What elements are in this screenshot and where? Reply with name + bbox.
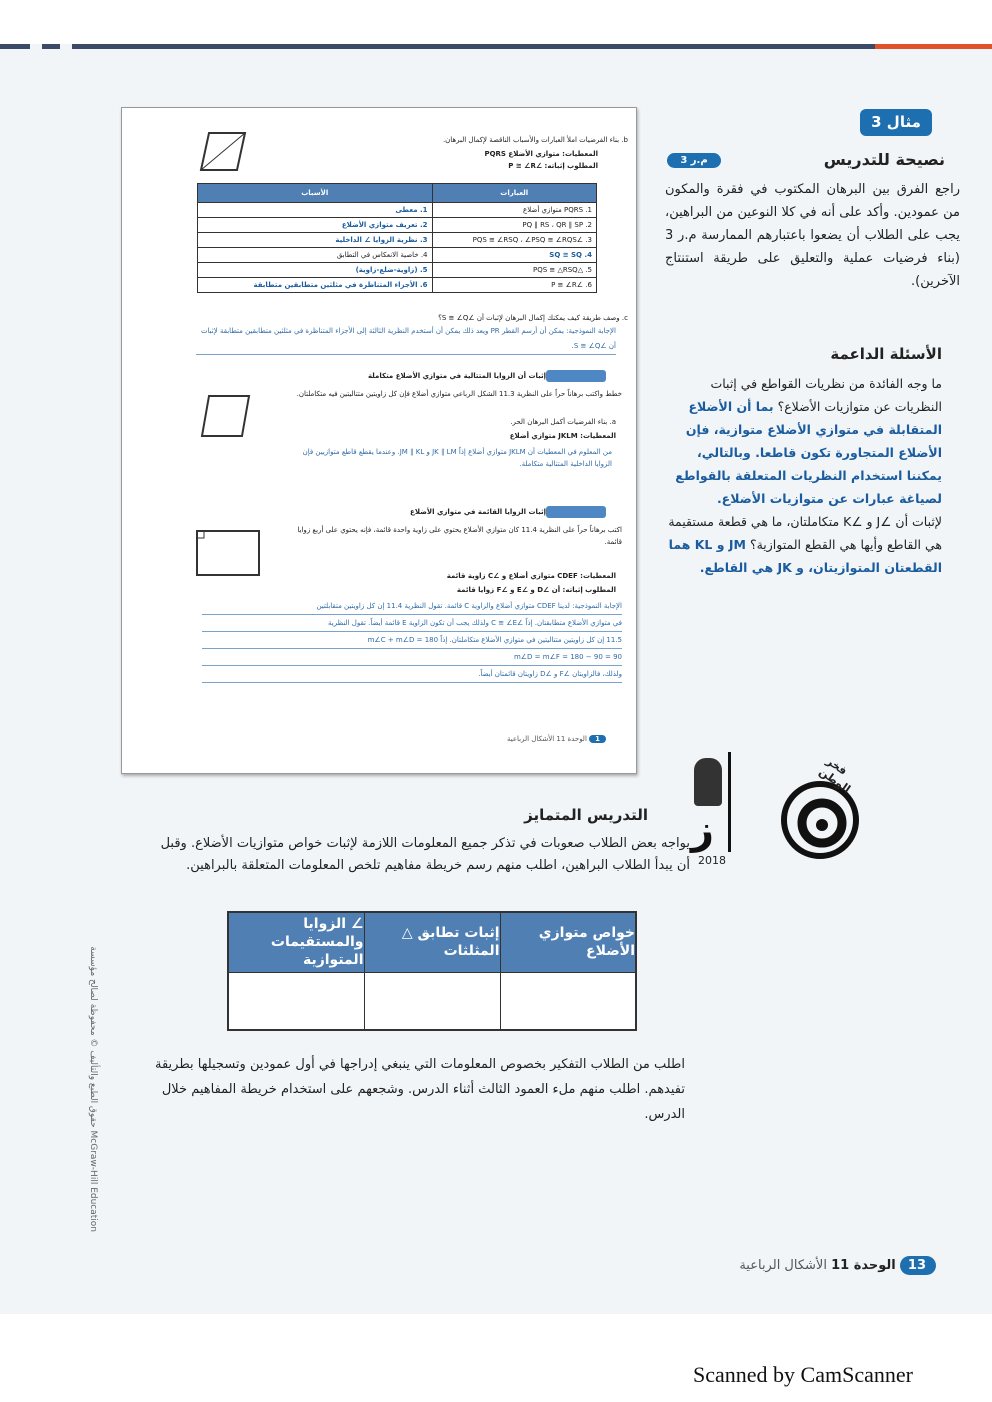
empty-cell[interactable] <box>500 972 636 1030</box>
statement: 5. △PQS ≅ △RSQ <box>432 263 596 278</box>
section-3-given: المعطيات: JKLM متوازي أضلاع <box>509 432 616 440</box>
answer-line: 11.5 إن كل زاويتين متتاليتين في متوازي الأضلاع متكاملتان. إذاً m∠C + m∠D = 180 <box>202 632 622 649</box>
inner-unit-label: الوحدة 11 الأشكال الرباعية <box>506 735 587 743</box>
zayed-year: 2018 <box>698 854 726 867</box>
differentiated-title: التدريس المتمايز <box>524 806 648 824</box>
section-3-title: إثبات أن الزوايا المتتالية في متوازي الأضلاع متكاملة <box>367 372 546 380</box>
practice-badge: م.ر 3 <box>667 153 721 168</box>
table-row <box>198 248 597 263</box>
fakhr-arabic: فخر الوطن <box>816 754 853 796</box>
section-4-title: إثبات الزوايا القائمة في متوازي الأضلاع <box>410 508 546 516</box>
part-b-instruction: b. بناء الفرضيات املأ العبارات والأسباب الناقصة لإكمال البرهان. <box>442 136 628 144</box>
statement: 3. ∠PQS ≅ ∠RSQ ، ∠PSQ ≅ ∠RQS <box>432 233 596 248</box>
reason: 2. تعريف متوازي الأضلاع <box>198 218 433 233</box>
reason: 3. نظرية الزوايا ∠ الداخلية <box>198 233 433 248</box>
section-4-given: المعطيات: CDEF متوازي أضلاع و ∠C زاوية قائمة <box>446 572 616 580</box>
scaffolding-questions <box>665 372 942 579</box>
inner-footer <box>456 733 606 745</box>
proof-table <box>197 183 597 293</box>
reason: 4. خاصية الانعكاس في التطابق <box>198 248 433 263</box>
embedded-student-page <box>121 107 637 774</box>
unit-label: الوحدة 11 <box>831 1258 896 1273</box>
scaffolding-title: الأسئلة الداعمة <box>830 345 942 363</box>
header-reasons: الأسباب <box>198 184 433 203</box>
statement: 2. PQ ∥ RS ، QR ∥ SP <box>432 218 596 233</box>
empty-cell[interactable] <box>228 972 364 1030</box>
answer-2: JM و KL هما القطعتان المتوازيتان، و JK هي القاطع. <box>668 537 942 575</box>
teaching-tip-title: نصيحة للتدريس <box>823 150 945 169</box>
reason: 6. الأجزاء المتناظرة في مثلثين متطابقين متطابقة <box>198 278 433 293</box>
prove: المطلوب إثباته: ∠P ≅ ∠R <box>508 162 598 170</box>
parallelogram-jklm-figure <box>197 388 257 443</box>
zayed-year-logo <box>686 752 756 867</box>
page-number: 13 <box>900 1256 936 1275</box>
statement: 4. SQ ≅ SQ <box>432 248 596 263</box>
statement: 1. PQRS متوازي أضلاع <box>432 203 596 218</box>
section-3-part-a: a. بناء الفرضيات أكمل البرهان الحر. <box>510 418 616 426</box>
scanner-watermark: Scanned by CamScanner <box>693 1362 913 1387</box>
inner-page-number: 1 <box>589 735 606 743</box>
section-4-prove: المطلوب إثباته: أن ∠D و ∠E و ∠F زوايا قائمة <box>456 586 616 594</box>
unit-title: الأشكال الرباعية <box>739 1258 827 1273</box>
section-4-badge <box>546 506 606 518</box>
top-rule-gap <box>60 44 72 49</box>
differentiated-body: يواجه بعض الطلاب صعوبات في تذكر جميع المعلومات اللازمة لإثبات خواص متوازيات الأضلاع. وقبل أن يبدأ الطلاب البراهين، اطلب منهم رسم خريطة مفاهيم تلخص المعلومات المتعلقة بالبراهين. <box>160 836 690 873</box>
given: المعطيات: متوازي الأضلاع PQRS <box>484 150 598 158</box>
parallelogram-pqrs-figure <box>197 128 257 178</box>
question-1: ما وجه الفائدة من نظريات القواطع في إثبات النظريات عن متوازيات الأضلاع؟ <box>710 376 942 414</box>
column-header: خواص متوازي الأضلاع <box>500 912 636 972</box>
header-statements: العبارات <box>432 184 596 203</box>
rectangle-cdef-figure <box>192 523 267 583</box>
top-rule-accent <box>875 44 992 49</box>
column-header: إثبات تطابق △ المثلثات <box>364 912 500 972</box>
section-4-text: اكتب برهاناً حراً على النظرية 11.4 كان متوازي الأضلاع يحتوي على زاوية واحدة قائمة، فإنه يحتوي على أربع زوايا قائمة. <box>297 526 622 546</box>
section-4-answer <box>202 598 622 683</box>
reason: 1. معطى <box>198 203 433 218</box>
answer-line: ولذلك، فالزاويتان ∠F و ∠D زاويتان قائمتان أيضاً. <box>202 666 622 683</box>
section-3-badge <box>546 370 606 382</box>
section-3-answer: من المعلوم في المعطيات أن JKLM متوازي أضلاع إذاً JK ∥ LM و JM ∥ KL. وعندما يقطع قاطع متوازيين فإن الزوايا الداخلية المتتالية متكاملة. <box>302 448 612 468</box>
logo-stroke <box>728 752 731 852</box>
answer-line: في متوازي الأضلاع متطابقتان. إذاً ∠C ≅ ∠E ولذلك يجب أن تكون الزاوية E قائمة أيضاً. تقول النظرية <box>202 615 622 632</box>
table-row <box>198 263 597 278</box>
differentiated-followup: اطلب من الطلاب التفكير بخصوص المعلومات التي ينبغي إدراجها في أول عمودين وتسجيلها بطريقة تفيدهم. اطلب منهم ملء العمود الثالث أثناء الدرس. وشجعهم على استخدام خريطة المفاهيم خلال الدرس. <box>155 1057 685 1122</box>
answer-line: m∠D = m∠F = 180 − 90 = 90 <box>202 649 622 666</box>
table-row <box>198 278 597 293</box>
page-footer <box>700 1258 936 1273</box>
top-rule-gap <box>30 44 42 49</box>
table-row <box>198 203 597 218</box>
answer-1: بما أن الأضلاع المتقابلة في متوازي الأضلاع متوازية، فإن الأضلاع المتجاورة تكون قاطعا. وبالتالي، يمكننا استخدام النظريات المتعلقة بالقواطع لصياغة عبارات عن متوازيات الأضلاع. <box>675 399 942 506</box>
zayed-glyph: ز <box>691 807 715 853</box>
portrait-icon <box>694 758 722 806</box>
column-header: ∠ الزوايا والمستقيمات المتوازية <box>228 912 364 972</box>
empty-cell[interactable] <box>364 972 500 1030</box>
example-badge: مثال 3 <box>860 109 932 136</box>
reason: 5. (زاوية-ضلع-زاوية) <box>198 263 433 278</box>
statement: 6. ∠P ≅ ∠R <box>432 278 596 293</box>
table-row <box>198 218 597 233</box>
concept-map-table <box>227 911 637 1031</box>
part-c-answer: الإجابة النموذجية: يمكن أن أرسم القطر PR ويعد ذلك يمكن أن أستخدم النظرية الثالثة إلى الأجزاء المتناظرة في مثلثين متطابقين متطابقة لإثبات أن ∠S ≅ ∠Q. <box>196 324 616 355</box>
publisher-credit: McGraw-Hill Education حقوق الطبع والتأليف © محفوظة لصالح مؤسسة <box>88 946 98 1232</box>
table-row <box>198 233 597 248</box>
top-rule <box>0 44 992 49</box>
answer-line: الإجابة النموذجية: لدينا CDEF متوازي أضلاع والزاوية C قائمة. تقول النظرية 11.4 إن كل زاويتين متقابلتين <box>202 598 622 615</box>
question-2: لإثبات أن ∠J و ∠K متكاملتان، ما هي قطعة مستقيمة هي القاطع وأيها هي القطع المتوازية؟ <box>668 514 942 552</box>
part-c-question: c. وصف طريقة كيف يمكنك إكمال البرهان لإثبات أن ∠S ≅ ∠Q؟ <box>438 314 628 322</box>
section-3-text: خطط واكتب برهاناً حراً على النظرية 11.3 الشكل الرباعي متوازي أضلاع فإن كل زاويتين متتاليتين فيه متكاملتان. <box>296 390 622 398</box>
fakhr-al-watan-logo <box>770 754 865 860</box>
teaching-tip-body: راجع الفرق بين البرهان المكتوب في فقرة والمكون من عمودين. وأكد على أنه في كلا النوعين من البراهين، يجب على الطلاب أن يضعوا باعتبارهم الممارسة م.ر 3 (بناء فرضيات عملية والتعليق على طريقة استنتاج الآخرين). <box>665 182 960 289</box>
